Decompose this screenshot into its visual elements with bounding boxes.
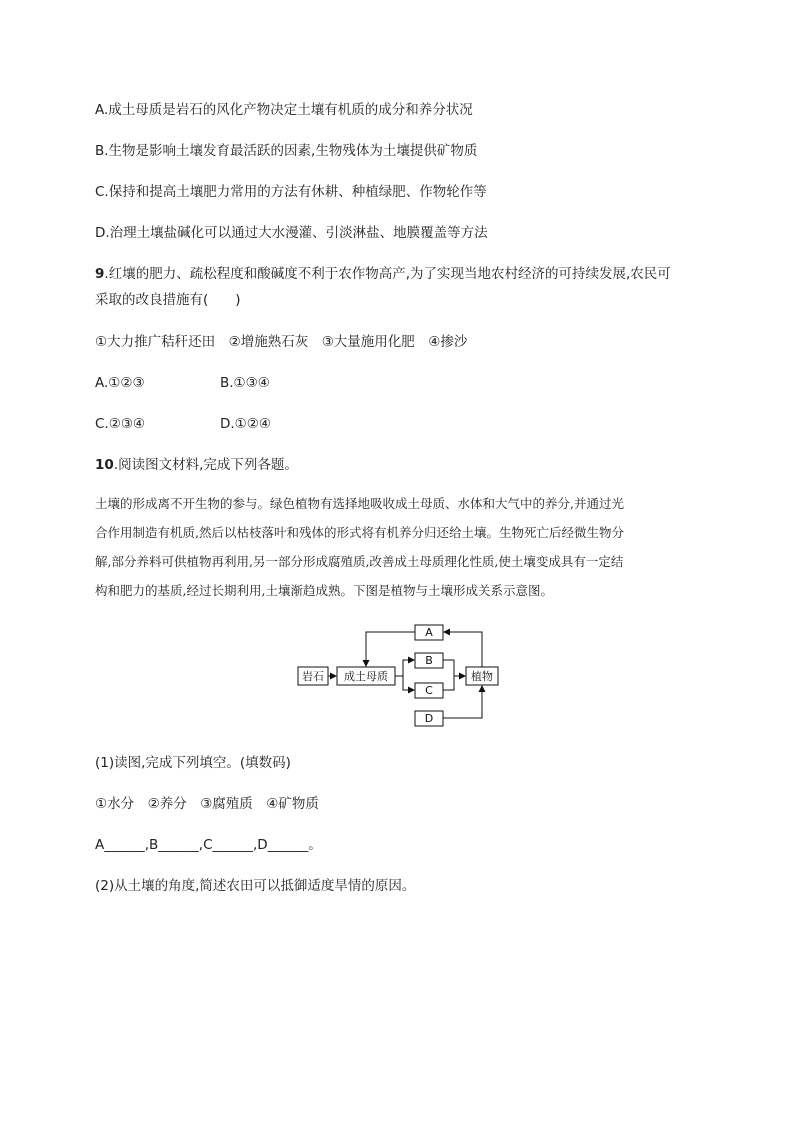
question-10-material: [95, 489, 707, 605]
material-line-1: 土壤的形成离不开生物的参与。绿色植物有选择地吸收成土母质、水体和大气中的养分,并通过光: [95, 496, 624, 511]
material-line-3: 解,部分养料可供植物再利用,另一部分形成腐殖质,改善成土母质理化性质,使土壤变成具有一定结: [95, 554, 624, 569]
subquestion-1-prompt: (1)读图,完成下列填空。(填数码): [95, 755, 291, 771]
material-line-2: 合作用制造有机质,然后以枯枝落叶和残体的形式将有机养分归还给土壤。生物死亡后经微生物分: [95, 525, 624, 540]
question-10-number: 10: [95, 457, 114, 473]
question-9-stem-line2: 采取的改良措施有( ): [95, 292, 241, 308]
label-c: C: [425, 684, 433, 697]
option-9a: A.①②③: [95, 375, 145, 391]
option-9b: B.①③④: [220, 375, 270, 391]
question-9-stem-line1: [95, 264, 671, 284]
label-parent-material: 成土母质: [344, 670, 388, 683]
arrow-plant-to-a: [444, 632, 482, 667]
subquestion-1-choices: ①水分 ②养分 ③腐殖质 ④矿物质: [95, 796, 319, 812]
label-d: D: [424, 712, 434, 725]
question-9-number: 9: [95, 266, 105, 282]
question-10-stem: [95, 455, 298, 475]
arrow-parent-to-b: [395, 660, 414, 676]
arrow-d-to-plant: [443, 686, 482, 718]
question-9-options-row2: [95, 414, 271, 434]
option-8b: B.生物是影响土壤发育最活跃的因素,生物残体为土壤提供矿物质: [95, 143, 478, 159]
subquestion-1-blanks: A______,B______,C______,D______。: [95, 837, 322, 853]
option-8a: A.成土母质是岩石的风化产物决定土壤有机质的成分和养分状况: [95, 102, 473, 118]
option-8d: D.治理土壤盐碱化可以通过大水漫灌、引淡淋盐、地膜覆盖等方法: [95, 225, 488, 241]
label-plant: 植物: [471, 670, 493, 683]
label-b: B: [425, 654, 433, 667]
question-9-measures: ①大力推广秸秆还田 ②增施熟石灰 ③大量施用化肥 ④掺沙: [95, 334, 468, 350]
option-9c: C.②③④: [95, 416, 146, 432]
label-rock: 岩石: [302, 670, 324, 683]
material-line-4: 构和肥力的基质,经过长期利用,土壤渐趋成熟。下图是植物与土壤形成关系示意图。: [95, 583, 553, 598]
plant-soil-diagram-svg: [290, 618, 510, 733]
question-10-stem-text: .阅读图文材料,完成下列各题。: [113, 457, 298, 473]
arrow-parent-to-c: [403, 676, 414, 690]
bracket-b-c: [443, 660, 454, 690]
subquestion-2-prompt: (2)从土壤的角度,简述农田可以抵御适度旱情的原因。: [95, 878, 416, 894]
option-9d: D.①②④: [220, 416, 271, 432]
question-9-options-row1: [95, 373, 270, 393]
arrow-a-to-parent: [366, 632, 415, 666]
label-a: A: [425, 626, 433, 639]
option-8c: C.保持和提高土壤肥力常用的方法有休耕、种植绿肥、作物轮作等: [95, 184, 487, 200]
question-9-stem-text: .红壤的肥力、疏松程度和酸碱度不利于农作物高产,为了实现当地农村经济的可持续发展,农民可: [104, 266, 671, 282]
plant-soil-diagram: [290, 618, 510, 733]
